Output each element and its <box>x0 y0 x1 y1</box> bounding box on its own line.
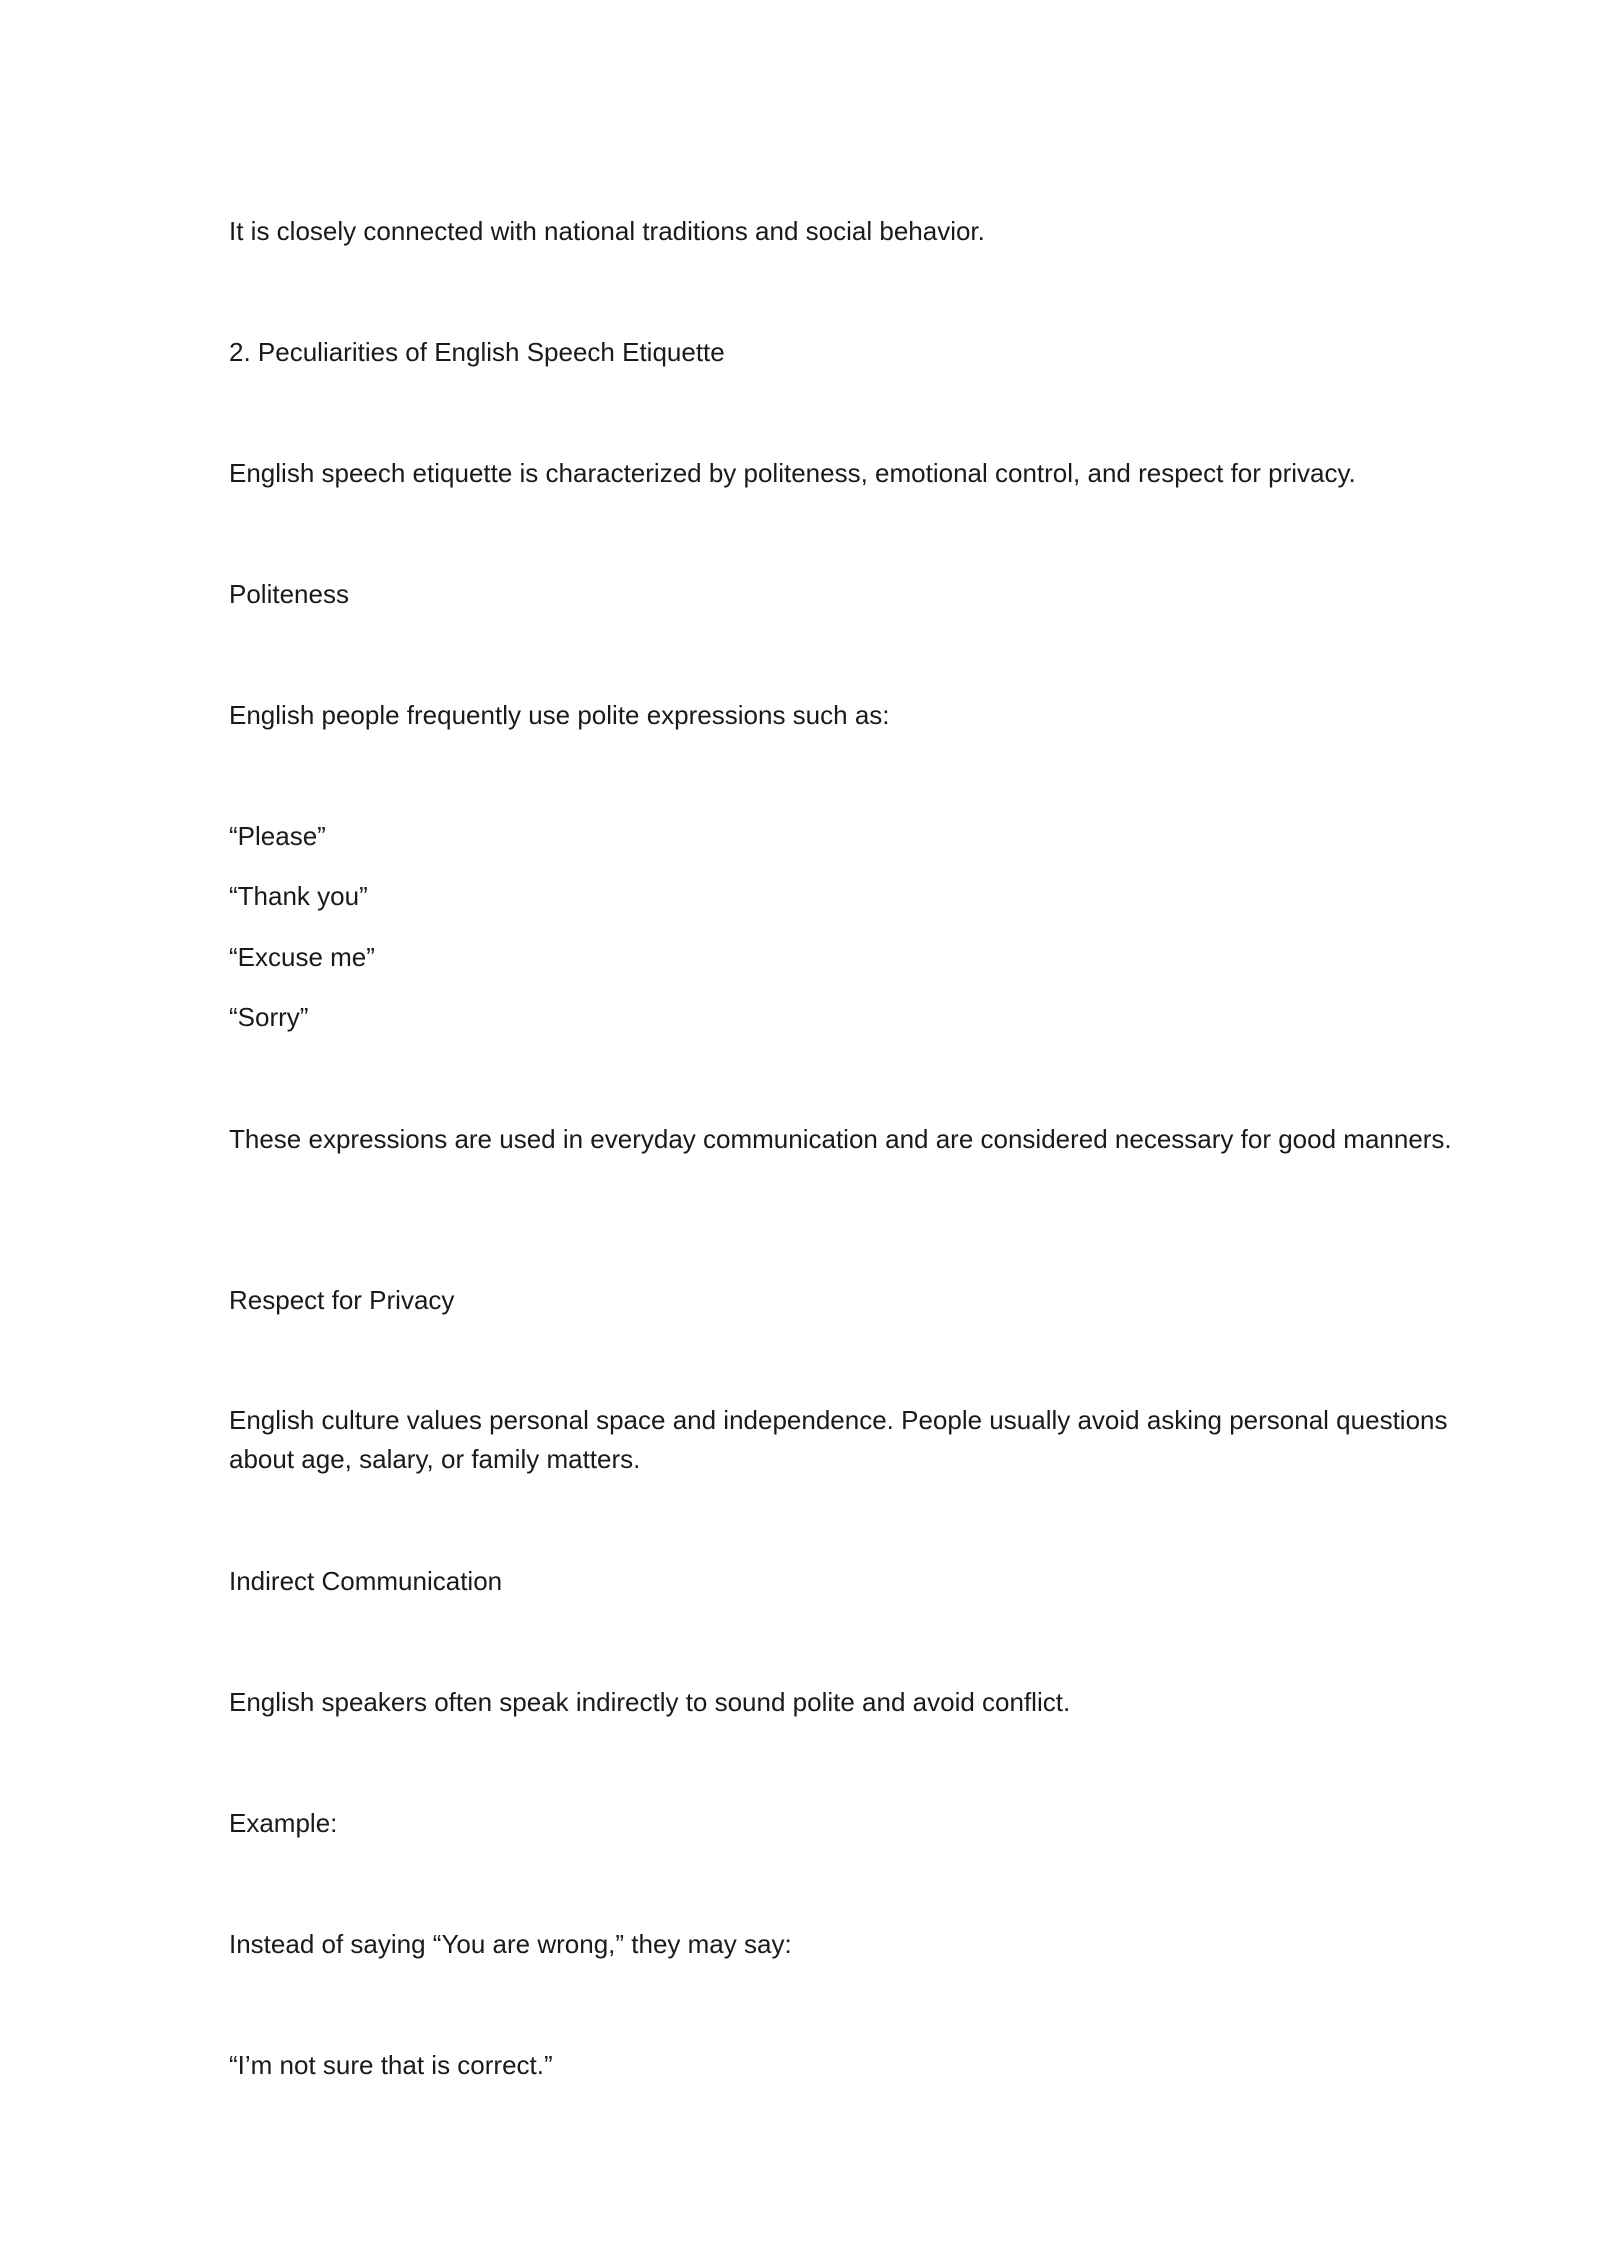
example-quote: “I’m not sure that is correct.” <box>229 2050 553 2080</box>
subheading-politeness: Politeness <box>229 579 349 609</box>
expression-item: “Please” <box>229 821 326 851</box>
paragraph-overview: English speech etiquette is characterized by politeness, emotional control, and respect for privacy. <box>229 458 1356 488</box>
subheading-indirect: Indirect Communication <box>229 1566 503 1596</box>
paragraph-indirect: English speakers often speak indirectly to sound polite and avoid conflict. <box>229 1687 1071 1717</box>
paragraph-privacy: English culture values personal space and independence. People usually avoid asking personal questions about age, salary, or family matters. <box>229 1405 1448 1474</box>
subheading-privacy: Respect for Privacy <box>229 1285 455 1315</box>
example-label: Example: <box>229 1808 338 1838</box>
expression-item: “Excuse me” <box>229 942 375 972</box>
expression-item: “Sorry” <box>229 1002 309 1032</box>
paragraph-example-intro: Instead of saying “You are wrong,” they may say: <box>229 1929 792 1959</box>
section-heading: 2. Peculiarities of English Speech Etiquette <box>229 337 725 367</box>
paragraph-expressions-usage: These expressions are used in everyday communication and are considered necessary for good manners. <box>229 1124 1452 1154</box>
paragraph-polite-expressions: English people frequently use polite expressions such as: <box>229 700 890 730</box>
expression-item: “Thank you” <box>229 881 368 911</box>
paragraph-intro-continuation: It is closely connected with national traditions and social behavior. <box>229 216 985 246</box>
